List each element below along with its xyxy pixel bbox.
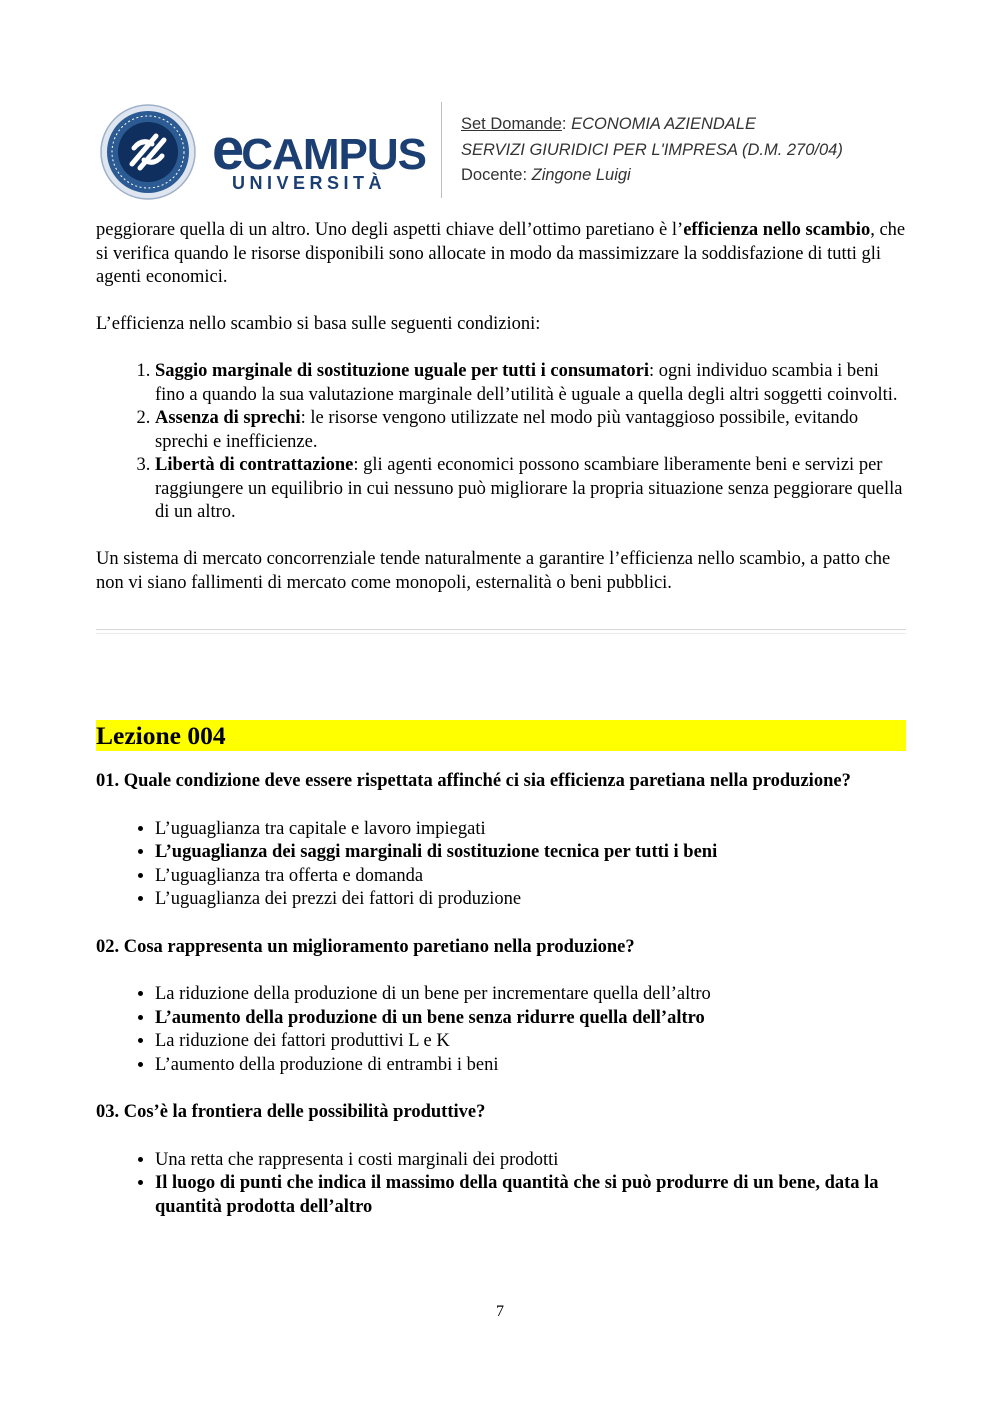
answer-option: • L’uguaglianza tra offerta e domanda <box>155 865 906 889</box>
page-number: 7 <box>496 1303 504 1320</box>
key-term: efficienza nello scambio <box>683 220 871 240</box>
condition-item: 2. Assenza di sprechi: le risorse vengono utilizzate nel modo più vantaggioso possibile, evitando sprechi e inefficienze. <box>155 407 906 454</box>
answer-option: • L’aumento della produzione di entrambi i beni <box>155 1054 906 1078</box>
intro-paragraph-2: L’efficienza nello scambio si basa sulle seguenti condizioni: <box>96 314 541 334</box>
intro-paragraph-3: Un sistema di mercato concorrenziale tende naturalmente a garantire l’efficienza nello scambio, a patto che non vi siano fallimenti di mercato come monopoli, esternalità o beni pubblici. <box>96 549 891 593</box>
teacher-name: Zingone Luigi <box>531 166 631 184</box>
condition-item: 3. Libertà di contrattazione: gli agenti economici possono scambiare liberamente beni e servizi per raggiungere un equilibrio in cui nessuno può migliorare la propria situazione senza peggiorare quella di un altro. <box>155 454 906 525</box>
course-set-line: Set Domande: ECONOMIA AZIENDALE <box>461 115 756 133</box>
set-label: Set Domande <box>461 115 562 133</box>
answer-option-correct: • Il luogo di punti che indica il massimo della quantità che si può produrre di un bene, data la quantità prodotta dell’altro <box>155 1172 906 1219</box>
set-value: ECONOMIA AZIENDALE <box>571 115 756 133</box>
question-2: 02. Cosa rappresenta un miglioramento paretiano nella produzione? <box>96 936 635 957</box>
question-1: 01. Quale condizione deve essere rispettata affinché ci sia efficienza paretiana nella produzione? <box>96 771 851 791</box>
lesson-heading: Lezione 004 <box>96 720 906 751</box>
teacher-label: Docente: <box>461 166 528 184</box>
answer-option-correct: • L’aumento della produzione di un bene senza ridurre quella dell’altro <box>155 1007 906 1031</box>
header-divider <box>441 102 442 198</box>
teacher-line <box>461 163 843 189</box>
conditions-list <box>96 360 906 525</box>
question-3: 03. Cos’è la frontiera delle possibilità produttive? <box>96 1102 486 1122</box>
question-1-options <box>96 818 906 912</box>
answer-option: • Una retta che rappresenta i costi marginali dei prodotti <box>155 1149 906 1173</box>
brand-logo-text: eCAMPUS <box>212 117 426 182</box>
question-3-options <box>96 1149 906 1220</box>
answer-option: • L’uguaglianza dei prezzi dei fattori di produzione <box>155 888 906 912</box>
answer-option-correct: • L’uguaglianza dei saggi marginali di sostituzione tecnica per tutti i beni <box>155 841 906 865</box>
university-seal-icon <box>98 104 198 200</box>
question-2-options <box>96 983 906 1077</box>
brand-logo-subtitle: UNIVERSITÀ <box>232 173 387 193</box>
intro-paragraph-1: peggiorare quella di un altro. Uno degli aspetti chiave dell’ottimo paretiano è l’efficienza nello scambio, che si verifica quando le risorse disponibili sono allocate in modo da massimizzare la soddisfazione di tutti gli agenti economici. <box>96 220 906 287</box>
page-content <box>96 219 906 1219</box>
section-divider <box>96 629 906 634</box>
course-programme: SERVIZI GIURIDICI PER L'IMPRESA (D.M. 270/04) <box>461 140 843 159</box>
answer-option: • L’uguaglianza tra capitale e lavoro impiegati <box>155 818 906 842</box>
condition-item: 1. Saggio marginale di sostituzione uguale per tutti i consumatori: ogni individuo scambia i beni fino a quando la sua valutazione marginale dell’utilità è uguale a quella degli altri soggetti coinvolti. <box>155 360 906 407</box>
answer-option: • La riduzione dei fattori produttivi L e K <box>155 1030 906 1054</box>
answer-option: • La riduzione della produzione di un bene per incrementare quella dell’altro <box>155 983 906 1007</box>
course-info <box>461 112 843 189</box>
document-header <box>0 0 1000 210</box>
